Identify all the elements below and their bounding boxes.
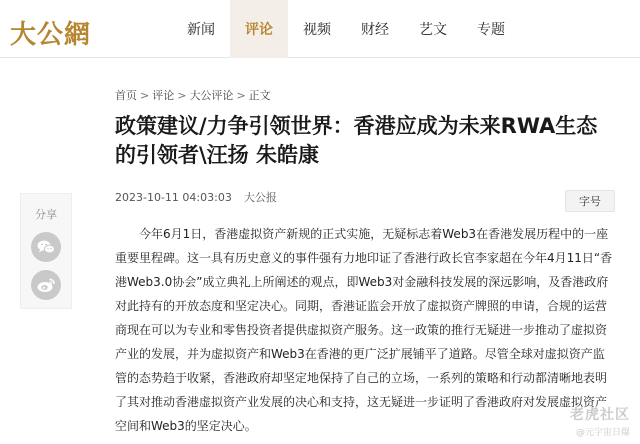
- share-panel: [20, 193, 72, 309]
- main-nav: [172, 0, 520, 58]
- article-paragraph: 今年6月1日，香港虚拟资产新规的正式实施，无疑标志着Web3在香港发展历程中的一座重要里程碑。这一具有历史意义的事件强有力地印证了香港行政长官李家超在今年4月11日“香港Web3.0协会”成立典礼上所阐述的观点，即Web3对金融科技发展的深远影响，及香港政府对此持有的开放态度和坚定决心。同期，香港证监会开放了虚拟资产牌照的申请，合规的运营商现在可以为专业和零售投资者提供虚拟资产服务。这一政策的推行无疑进一步推动了虚拟资产业的发展，并为虚拟资产和Web3在香港的更广泛扩展铺平了道路。尽管全球对虚拟资产监管的态势趋于收紧，香港政府却坚定地保持了自己的立场，一系列的策略和行动都清晰地表明了其对推动香港虚拟资产业发展的决心和支持，这无疑进一步证明了香港政府对发展虚拟资产空间和Web3的坚定决心。: [115, 227, 613, 433]
- watermark-sub: @元宇宙日爆: [575, 428, 630, 438]
- weibo-icon[interactable]: [31, 270, 61, 300]
- wechat-icon[interactable]: [31, 232, 61, 262]
- nav-item-news[interactable]: 新闻: [187, 22, 215, 38]
- breadcrumb-dagong-comment[interactable]: 大公评论: [189, 89, 234, 102]
- nav-item-finance[interactable]: 财经: [361, 22, 389, 38]
- share-label: 分享: [35, 208, 57, 221]
- breadcrumb-separator: >: [177, 89, 187, 102]
- breadcrumb-home[interactable]: 首页: [115, 89, 137, 102]
- article-meta: [115, 189, 277, 205]
- watermark-main: 老虎社区: [570, 407, 630, 423]
- watermark: [570, 404, 630, 438]
- nav-item-culture[interactable]: 艺文: [419, 22, 447, 38]
- top-bar: [0, 0, 640, 58]
- breadcrumb-separator: >: [140, 89, 150, 102]
- breadcrumb-comment[interactable]: 评论: [152, 89, 175, 102]
- nav-item-comment[interactable]: 评论: [230, 0, 288, 58]
- breadcrumb-current: 正文: [248, 89, 271, 102]
- article-title: 政策建议/力争引领世界：香港应成为未来RWA生态的引领者\汪扬 朱皓康: [115, 114, 598, 167]
- publish-datetime: 2023-10-11 04:03:03: [115, 191, 232, 204]
- breadcrumb: [115, 87, 271, 103]
- nav-item-video[interactable]: 视频: [303, 22, 331, 38]
- font-size-button[interactable]: 字号: [565, 190, 615, 212]
- nav-item-special[interactable]: 专题: [477, 22, 505, 38]
- site-logo[interactable]: 大公網: [10, 20, 92, 50]
- article-source: 大公报: [243, 191, 277, 204]
- breadcrumb-separator: >: [236, 89, 246, 102]
